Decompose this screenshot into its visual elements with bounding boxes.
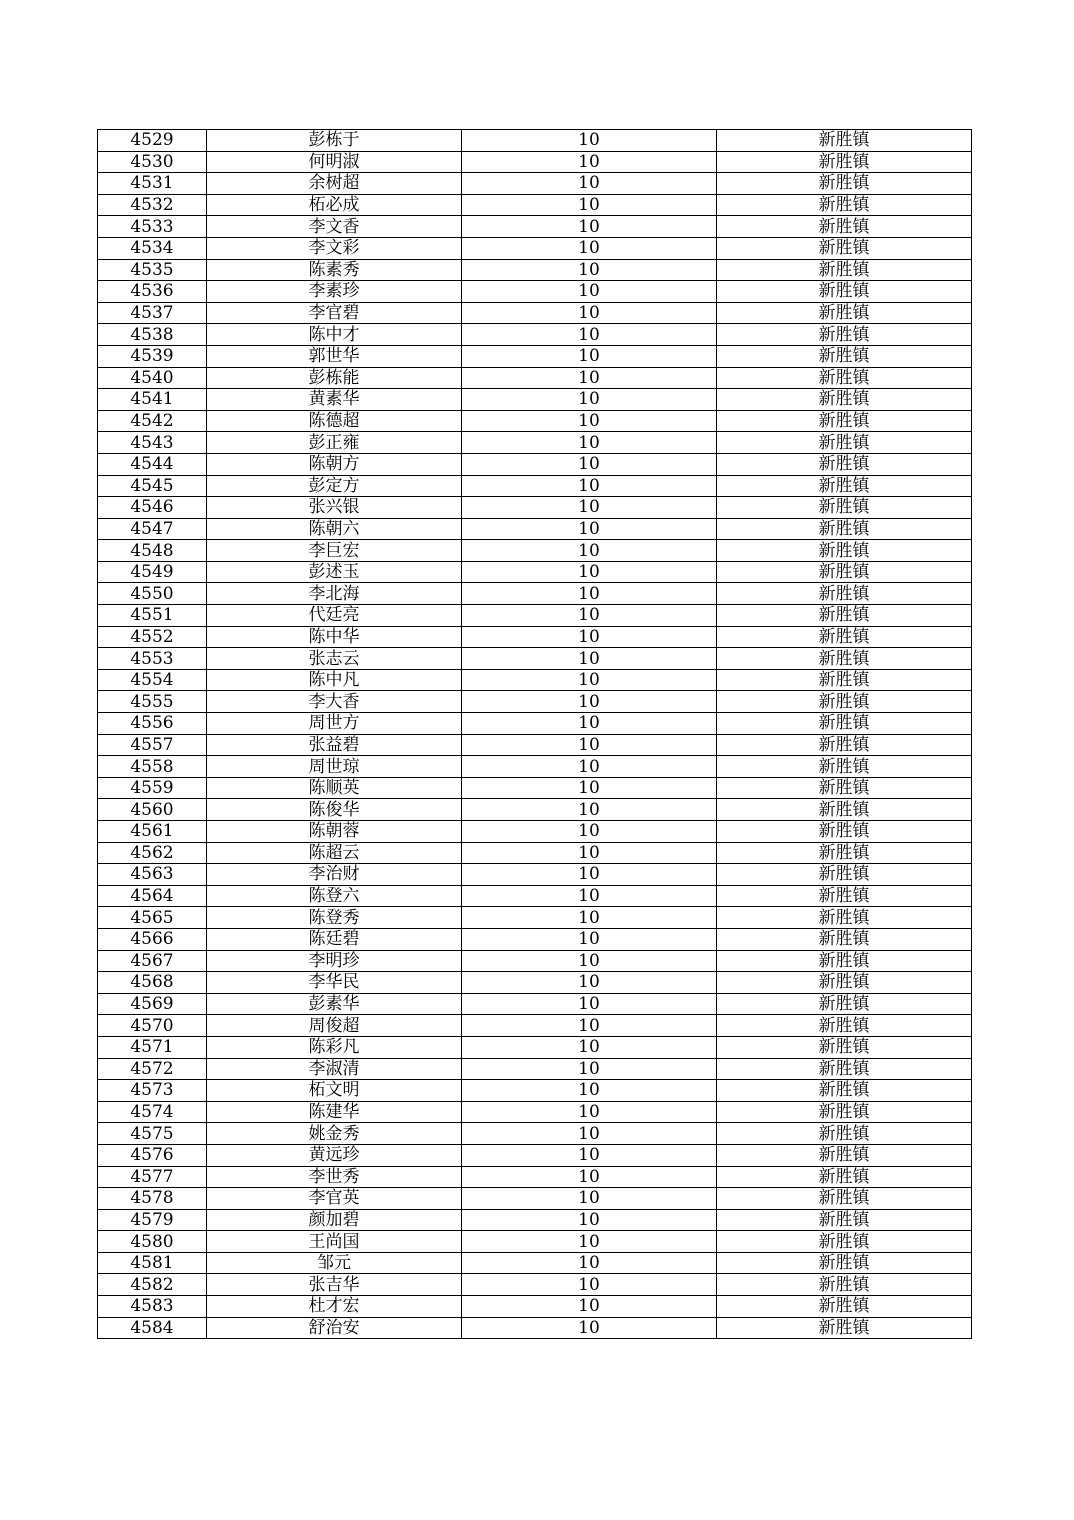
town-cell: 新胜镇 [717,972,972,994]
town-cell: 新胜镇 [717,907,972,929]
amount-cell: 10 [462,626,717,648]
table-row [98,972,972,994]
table-row [98,1144,972,1166]
amount-cell: 10 [462,777,717,799]
town-cell: 新胜镇 [717,734,972,756]
name-cell: 周世方 [207,713,462,735]
town-cell: 新胜镇 [717,302,972,324]
id-cell: 4557 [98,734,207,756]
table-row [98,1123,972,1145]
amount-cell: 10 [462,950,717,972]
town-cell: 新胜镇 [717,626,972,648]
town-cell: 新胜镇 [717,713,972,735]
name-cell: 何明淑 [207,151,462,173]
name-cell: 李世秀 [207,1166,462,1188]
town-cell: 新胜镇 [717,281,972,303]
town-cell: 新胜镇 [717,1166,972,1188]
table-row [98,1317,972,1339]
id-cell: 4529 [98,130,207,152]
id-cell: 4572 [98,1058,207,1080]
town-cell: 新胜镇 [717,345,972,367]
table-row [98,1080,972,1102]
amount-cell: 10 [462,605,717,627]
table-row [98,1101,972,1123]
amount-cell: 10 [462,713,717,735]
town-cell: 新胜镇 [717,756,972,778]
town-cell: 新胜镇 [717,864,972,886]
amount-cell: 10 [462,821,717,843]
amount-cell: 10 [462,453,717,475]
id-cell: 4580 [98,1231,207,1253]
town-cell: 新胜镇 [717,1296,972,1318]
amount-cell: 10 [462,1209,717,1231]
town-cell: 新胜镇 [717,1058,972,1080]
town-cell: 新胜镇 [717,583,972,605]
id-cell: 4576 [98,1144,207,1166]
amount-cell: 10 [462,497,717,519]
table-row [98,1209,972,1231]
id-cell: 4530 [98,151,207,173]
table-row [98,928,972,950]
town-cell: 新胜镇 [717,432,972,454]
name-cell: 陈彩凡 [207,1036,462,1058]
id-cell: 4550 [98,583,207,605]
town-cell: 新胜镇 [717,842,972,864]
table-row [98,756,972,778]
id-cell: 4569 [98,993,207,1015]
name-cell: 李淑清 [207,1058,462,1080]
name-cell: 舒治安 [207,1317,462,1339]
name-cell: 杜才宏 [207,1296,462,1318]
table-row [98,1166,972,1188]
table-row [98,302,972,324]
id-cell: 4577 [98,1166,207,1188]
town-cell: 新胜镇 [717,1209,972,1231]
table-row [98,259,972,281]
name-cell: 陈中华 [207,626,462,648]
amount-cell: 10 [462,540,717,562]
id-cell: 4547 [98,518,207,540]
name-cell: 郭世华 [207,345,462,367]
name-cell: 陈德超 [207,410,462,432]
amount-cell: 10 [462,1317,717,1339]
table-row [98,130,972,152]
name-cell: 李明珍 [207,950,462,972]
table-row [98,583,972,605]
town-cell: 新胜镇 [717,324,972,346]
table-row [98,691,972,713]
id-cell: 4558 [98,756,207,778]
name-cell: 彭栋能 [207,367,462,389]
town-cell: 新胜镇 [717,130,972,152]
table-row [98,194,972,216]
amount-cell: 10 [462,475,717,497]
id-cell: 4559 [98,777,207,799]
id-cell: 4570 [98,1015,207,1037]
town-cell: 新胜镇 [717,389,972,411]
id-cell: 4566 [98,928,207,950]
name-cell: 陈廷碧 [207,928,462,950]
name-cell: 张志云 [207,648,462,670]
id-cell: 4578 [98,1188,207,1210]
table-row [98,669,972,691]
name-cell: 李大香 [207,691,462,713]
town-cell: 新胜镇 [717,237,972,259]
amount-cell: 10 [462,756,717,778]
town-cell: 新胜镇 [717,1317,972,1339]
amount-cell: 10 [462,561,717,583]
table-row [98,734,972,756]
town-cell: 新胜镇 [717,691,972,713]
town-cell: 新胜镇 [717,605,972,627]
table-row [98,518,972,540]
town-cell: 新胜镇 [717,993,972,1015]
id-cell: 4560 [98,799,207,821]
id-cell: 4574 [98,1101,207,1123]
name-cell: 陈素秀 [207,259,462,281]
name-cell: 陈俊华 [207,799,462,821]
amount-cell: 10 [462,1231,717,1253]
id-cell: 4553 [98,648,207,670]
amount-cell: 10 [462,1144,717,1166]
name-cell: 颜加碧 [207,1209,462,1231]
amount-cell: 10 [462,907,717,929]
amount-cell: 10 [462,583,717,605]
amount-cell: 10 [462,1296,717,1318]
id-cell: 4584 [98,1317,207,1339]
table-row [98,410,972,432]
town-cell: 新胜镇 [717,518,972,540]
id-cell: 4545 [98,475,207,497]
id-cell: 4543 [98,432,207,454]
name-cell: 姚金秀 [207,1123,462,1145]
table-row [98,1036,972,1058]
town-cell: 新胜镇 [717,1036,972,1058]
name-cell: 陈朝方 [207,453,462,475]
amount-cell: 10 [462,173,717,195]
table-row [98,389,972,411]
id-cell: 4579 [98,1209,207,1231]
name-cell: 陈登秀 [207,907,462,929]
id-cell: 4582 [98,1274,207,1296]
table-row [98,713,972,735]
id-cell: 4571 [98,1036,207,1058]
id-cell: 4581 [98,1252,207,1274]
town-cell: 新胜镇 [717,367,972,389]
amount-cell: 10 [462,1015,717,1037]
id-cell: 4540 [98,367,207,389]
id-cell: 4567 [98,950,207,972]
id-cell: 4583 [98,1296,207,1318]
table-row [98,864,972,886]
table-row [98,173,972,195]
amount-cell: 10 [462,972,717,994]
amount-cell: 10 [462,1188,717,1210]
name-cell: 彭素华 [207,993,462,1015]
amount-cell: 10 [462,432,717,454]
name-cell: 陈顺英 [207,777,462,799]
name-cell: 邹元 [207,1252,462,1274]
name-cell: 王尚国 [207,1231,462,1253]
town-cell: 新胜镇 [717,1274,972,1296]
amount-cell: 10 [462,842,717,864]
name-cell: 柘文明 [207,1080,462,1102]
amount-cell: 10 [462,928,717,950]
table-row [98,1252,972,1274]
table-row [98,1274,972,1296]
town-cell: 新胜镇 [717,928,972,950]
name-cell: 陈建华 [207,1101,462,1123]
name-cell: 李官英 [207,1188,462,1210]
amount-cell: 10 [462,367,717,389]
table-row [98,605,972,627]
town-cell: 新胜镇 [717,561,972,583]
id-cell: 4565 [98,907,207,929]
name-cell: 黄远珍 [207,1144,462,1166]
amount-cell: 10 [462,151,717,173]
table-row [98,799,972,821]
name-cell: 彭栋于 [207,130,462,152]
table-row [98,993,972,1015]
town-cell: 新胜镇 [717,1080,972,1102]
town-cell: 新胜镇 [717,497,972,519]
id-cell: 4536 [98,281,207,303]
town-cell: 新胜镇 [717,1015,972,1037]
id-cell: 4564 [98,885,207,907]
table-row [98,626,972,648]
table-row [98,1058,972,1080]
amount-cell: 10 [462,410,717,432]
table-row [98,151,972,173]
table-row [98,1231,972,1253]
name-cell: 黄素华 [207,389,462,411]
amount-cell: 10 [462,518,717,540]
name-cell: 陈超云 [207,842,462,864]
amount-cell: 10 [462,799,717,821]
amount-cell: 10 [462,194,717,216]
amount-cell: 10 [462,281,717,303]
table-row [98,216,972,238]
amount-cell: 10 [462,669,717,691]
id-cell: 4549 [98,561,207,583]
id-cell: 4568 [98,972,207,994]
town-cell: 新胜镇 [717,885,972,907]
town-cell: 新胜镇 [717,799,972,821]
table-row [98,237,972,259]
name-cell: 彭定方 [207,475,462,497]
id-cell: 4544 [98,453,207,475]
id-cell: 4532 [98,194,207,216]
table-row [98,842,972,864]
id-cell: 4551 [98,605,207,627]
table-row [98,324,972,346]
amount-cell: 10 [462,648,717,670]
table-row [98,950,972,972]
name-cell: 李官碧 [207,302,462,324]
table-row [98,497,972,519]
amount-cell: 10 [462,993,717,1015]
name-cell: 陈中才 [207,324,462,346]
name-cell: 李北海 [207,583,462,605]
amount-cell: 10 [462,1123,717,1145]
name-cell: 李素珍 [207,281,462,303]
id-cell: 4556 [98,713,207,735]
town-cell: 新胜镇 [717,173,972,195]
town-cell: 新胜镇 [717,475,972,497]
amount-cell: 10 [462,1080,717,1102]
amount-cell: 10 [462,734,717,756]
name-cell: 李华民 [207,972,462,994]
name-cell: 李文彩 [207,237,462,259]
amount-cell: 10 [462,864,717,886]
amount-cell: 10 [462,691,717,713]
name-cell: 陈朝六 [207,518,462,540]
id-cell: 4534 [98,237,207,259]
amount-cell: 10 [462,1274,717,1296]
name-cell: 彭述玉 [207,561,462,583]
name-cell: 代廷亮 [207,605,462,627]
name-cell: 李治财 [207,864,462,886]
amount-cell: 10 [462,1252,717,1274]
amount-cell: 10 [462,1101,717,1123]
amount-cell: 10 [462,302,717,324]
town-cell: 新胜镇 [717,540,972,562]
id-cell: 4538 [98,324,207,346]
id-cell: 4539 [98,345,207,367]
name-cell: 陈朝蓉 [207,821,462,843]
data-table [97,129,972,1339]
name-cell: 周世琼 [207,756,462,778]
id-cell: 4552 [98,626,207,648]
table-row [98,1188,972,1210]
name-cell: 李文香 [207,216,462,238]
id-cell: 4561 [98,821,207,843]
id-cell: 4554 [98,669,207,691]
table-row [98,367,972,389]
name-cell: 张吉华 [207,1274,462,1296]
name-cell: 张兴银 [207,497,462,519]
town-cell: 新胜镇 [717,1101,972,1123]
town-cell: 新胜镇 [717,453,972,475]
town-cell: 新胜镇 [717,194,972,216]
town-cell: 新胜镇 [717,1252,972,1274]
table-row [98,345,972,367]
amount-cell: 10 [462,237,717,259]
name-cell: 余树超 [207,173,462,195]
name-cell: 柘必成 [207,194,462,216]
table-row [98,432,972,454]
id-cell: 4537 [98,302,207,324]
amount-cell: 10 [462,389,717,411]
town-cell: 新胜镇 [717,1231,972,1253]
town-cell: 新胜镇 [717,259,972,281]
town-cell: 新胜镇 [717,648,972,670]
id-cell: 4575 [98,1123,207,1145]
id-cell: 4531 [98,173,207,195]
town-cell: 新胜镇 [717,777,972,799]
amount-cell: 10 [462,259,717,281]
amount-cell: 10 [462,1058,717,1080]
town-cell: 新胜镇 [717,216,972,238]
amount-cell: 10 [462,130,717,152]
table-row [98,281,972,303]
id-cell: 4555 [98,691,207,713]
name-cell: 李巨宏 [207,540,462,562]
id-cell: 4533 [98,216,207,238]
id-cell: 4535 [98,259,207,281]
id-cell: 4573 [98,1080,207,1102]
table-row [98,907,972,929]
name-cell: 陈中凡 [207,669,462,691]
table-row [98,540,972,562]
id-cell: 4563 [98,864,207,886]
town-cell: 新胜镇 [717,1144,972,1166]
town-cell: 新胜镇 [717,1188,972,1210]
amount-cell: 10 [462,1166,717,1188]
id-cell: 4541 [98,389,207,411]
table-row [98,1015,972,1037]
table-row [98,777,972,799]
id-cell: 4546 [98,497,207,519]
table-row [98,453,972,475]
id-cell: 4562 [98,842,207,864]
name-cell: 周俊超 [207,1015,462,1037]
amount-cell: 10 [462,216,717,238]
id-cell: 4548 [98,540,207,562]
table-row [98,821,972,843]
amount-cell: 10 [462,345,717,367]
name-cell: 张益碧 [207,734,462,756]
table-row [98,648,972,670]
amount-cell: 10 [462,885,717,907]
town-cell: 新胜镇 [717,1123,972,1145]
name-cell: 彭正雍 [207,432,462,454]
name-cell: 陈登六 [207,885,462,907]
id-cell: 4542 [98,410,207,432]
table-body [98,130,972,1339]
amount-cell: 10 [462,324,717,346]
town-cell: 新胜镇 [717,410,972,432]
table-row [98,475,972,497]
table-row [98,885,972,907]
table-row [98,561,972,583]
town-cell: 新胜镇 [717,950,972,972]
town-cell: 新胜镇 [717,669,972,691]
town-cell: 新胜镇 [717,151,972,173]
amount-cell: 10 [462,1036,717,1058]
table-row [98,1296,972,1318]
town-cell: 新胜镇 [717,821,972,843]
